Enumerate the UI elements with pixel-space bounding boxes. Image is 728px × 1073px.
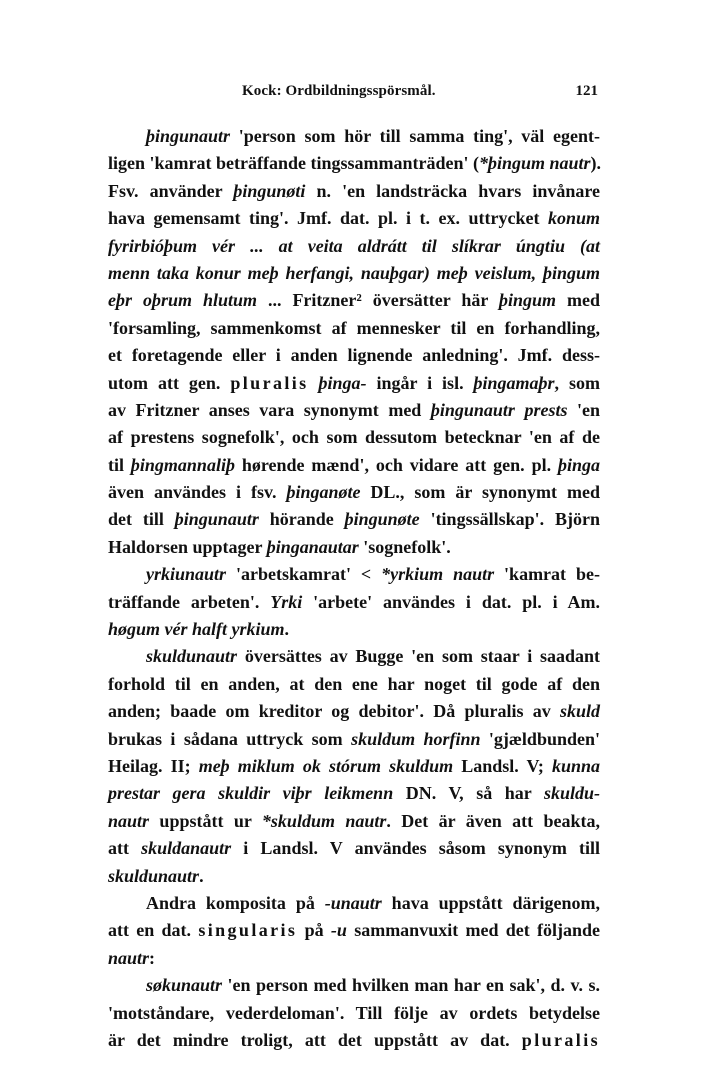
text-run: 'person som hör till samma ting', väl egent-: [230, 126, 600, 146]
text-line: [108, 342, 600, 369]
text-run: Yrki: [270, 591, 303, 612]
text-run: även användes i fsv.: [108, 482, 287, 503]
text-run: þingmannaliþ: [130, 454, 235, 475]
text-run: . Det är även att beakta,: [386, 810, 600, 831]
text-line: [108, 452, 600, 479]
text-run: skuldum horfinn: [351, 728, 481, 749]
text-run: þingum: [499, 290, 557, 311]
text-run: med: [556, 290, 601, 311]
text-line: [108, 397, 600, 424]
text-run: .: [199, 865, 204, 886]
text-run: 'en: [567, 399, 600, 420]
text-line: [108, 506, 600, 533]
text-run: et foretagende eller i anden lignende anledning'. Jmf. dess-: [108, 345, 600, 366]
text-run: af prestens sognefolk', och som dessutom betecknar 'en af de: [108, 427, 600, 448]
text-run: søkunautr: [146, 975, 223, 996]
text-run: pluralis: [521, 1029, 600, 1050]
text-line: [108, 589, 600, 616]
text-line: [108, 287, 600, 314]
text-run: 'sognefolk'.: [358, 536, 451, 557]
text-line: [108, 315, 600, 342]
text-run: uppstått ur: [149, 810, 262, 831]
text-run: skuldu-: [543, 783, 600, 804]
text-run: þingunautr: [146, 126, 231, 146]
text-line: [108, 1000, 600, 1027]
text-run: skuld: [559, 701, 600, 722]
text-run: .: [284, 619, 290, 640]
text-run: menn taka konur meþ herfangi, nauþgar) meþ veislum, þingum: [108, 262, 600, 283]
text-run: i Landsl. V användes såsom synonym till: [231, 838, 600, 859]
text-line: [108, 534, 600, 561]
text-run: DN. V, så har: [393, 783, 544, 804]
text-run: þingunøti: [233, 180, 306, 201]
text-run: skuldanautr: [141, 838, 232, 859]
text-run: eþr oþrum hlutum: [108, 290, 257, 311]
text-run: ).: [590, 153, 602, 174]
text-run: *skuldum nautr: [261, 810, 387, 831]
text-run: hørende mænd', och vidare att gen. pl.: [234, 454, 558, 475]
text-run: Landsl. V;: [453, 755, 552, 776]
text-line: [108, 698, 600, 725]
text-line: [108, 726, 600, 753]
text-line: [108, 233, 600, 260]
body-text: [108, 123, 600, 1054]
text-line: [108, 616, 600, 643]
text-run: skuldunautr: [146, 646, 238, 667]
text-line: [108, 835, 600, 862]
text-run: þingunøte: [344, 509, 420, 530]
text-run: þinga: [558, 454, 601, 475]
text-run: översättes av Bugge 'en som staar i saadant: [237, 646, 600, 667]
text-line: [108, 671, 600, 698]
text-run: Andra komposita på: [146, 892, 325, 913]
text-run: nautr: [108, 810, 150, 831]
text-run: -unautr: [324, 892, 382, 913]
text-line: [108, 150, 600, 177]
text-run: kunna: [551, 755, 600, 776]
text-line: [108, 178, 600, 205]
text-run: sammanvuxit med det följande: [346, 920, 601, 941]
text-line: [108, 945, 600, 972]
text-run: -u: [330, 920, 347, 941]
text-run: Haldorsen upptager: [108, 536, 267, 557]
text-run: þinga-: [318, 372, 367, 393]
text-run: skuldunautr: [108, 865, 200, 886]
text-run: *yrkium nautr: [381, 564, 495, 585]
text-line: [108, 123, 600, 150]
page-number: 121: [575, 83, 598, 99]
text-run: þingunautr: [174, 509, 259, 530]
text-run: anden; baade om kreditor og debitor'. Då pluralis av: [108, 701, 560, 722]
text-run: fyrirbióþum vér ... at veita aldrátt til slíkrar úngtiu (at: [108, 235, 600, 256]
text-run: DL., som är synonymt med: [360, 482, 600, 503]
text-run: 'en person med hvilken man har en sak', d. v. s.: [222, 975, 600, 996]
text-run: konum: [547, 208, 600, 229]
text-run: þinganautar: [266, 536, 359, 557]
text-run: , som: [554, 372, 600, 393]
text-run: 'kamrat be-: [494, 564, 600, 585]
text-run: det till: [108, 509, 175, 530]
text-run: 'forsamling, sammenkomst af mennesker til en forhandling,: [108, 317, 600, 338]
text-run: att en dat.: [108, 920, 199, 941]
text-run: av Fritzner anses vara synonymt med: [108, 399, 431, 420]
text-run: träffande arbeten'.: [108, 591, 271, 612]
text-run: *þingum nautr: [478, 153, 591, 174]
text-run: hava uppstått därigenom,: [381, 892, 600, 913]
text-line: [108, 808, 600, 835]
text-line: [108, 370, 600, 397]
text-run: brukas i sådana uttryck som: [108, 728, 352, 749]
text-line: [108, 917, 600, 944]
text-line: [108, 260, 600, 287]
text-run: 'tingssällskap'. Björn: [419, 509, 600, 530]
text-run: yrkiunautr: [146, 564, 227, 585]
text-line: [108, 643, 600, 670]
text-run: utom att gen.: [108, 372, 231, 393]
text-run: är det mindre troligt, att det uppstått av dat.: [108, 1029, 522, 1050]
running-title: Kock: Ordbildningsspörsmål.: [242, 83, 436, 99]
text-run: 'motståndare, vederdeloman'. Till följe av ordets betydelse: [108, 1002, 600, 1023]
text-run: ligen 'kamrat beträffande tingssammanträden' (: [108, 153, 479, 174]
text-line: [108, 561, 600, 588]
text-run: [309, 373, 319, 393]
text-run: 'gjældbunden': [480, 728, 600, 749]
text-run: til: [108, 454, 131, 475]
text-run: att: [108, 838, 142, 859]
text-run: ingår i isl.: [366, 372, 474, 393]
text-run: på: [297, 920, 331, 941]
text-run: 'arbetskamrat' <: [226, 564, 382, 585]
text-line: [108, 890, 600, 917]
text-line: [108, 780, 600, 807]
text-run: singularis: [198, 920, 298, 941]
text-run: prestar gera skuldir viþr leikmenn: [108, 783, 394, 804]
text-run: hörande: [258, 509, 345, 530]
text-run: þingamaþr: [473, 372, 555, 393]
text-line: [108, 753, 600, 780]
text-line: [108, 424, 600, 451]
text-run: þinganøte: [286, 482, 361, 503]
text-run: pluralis: [230, 372, 309, 393]
text-run: :: [149, 947, 156, 968]
running-header: [108, 83, 598, 107]
text-line: [108, 1027, 600, 1054]
text-line: [108, 205, 600, 232]
text-run: Fsv. använder: [108, 180, 234, 201]
text-run: ... Fritzner² översätter här: [257, 290, 500, 311]
text-line: [108, 863, 600, 890]
text-line: [108, 479, 600, 506]
text-run: þingunautr prests: [430, 399, 568, 420]
text-run: n. 'en landsträcka hvars invånare: [305, 180, 600, 201]
text-run: Heilag. II;: [108, 755, 199, 776]
text-run: 'arbete' användes i dat. pl. i Am.: [302, 591, 600, 612]
text-run: høgum vér halft yrkium: [108, 619, 285, 640]
text-run: forhold til en anden, at den ene har noget til gode af den: [108, 673, 600, 694]
text-run: meþ miklum ok stórum skuldum: [198, 755, 454, 776]
text-run: hava gemensamt ting'. Jmf. dat. pl. i t. ex. uttrycket: [108, 208, 548, 229]
text-run: nautr: [108, 947, 150, 968]
text-line: [108, 972, 600, 999]
